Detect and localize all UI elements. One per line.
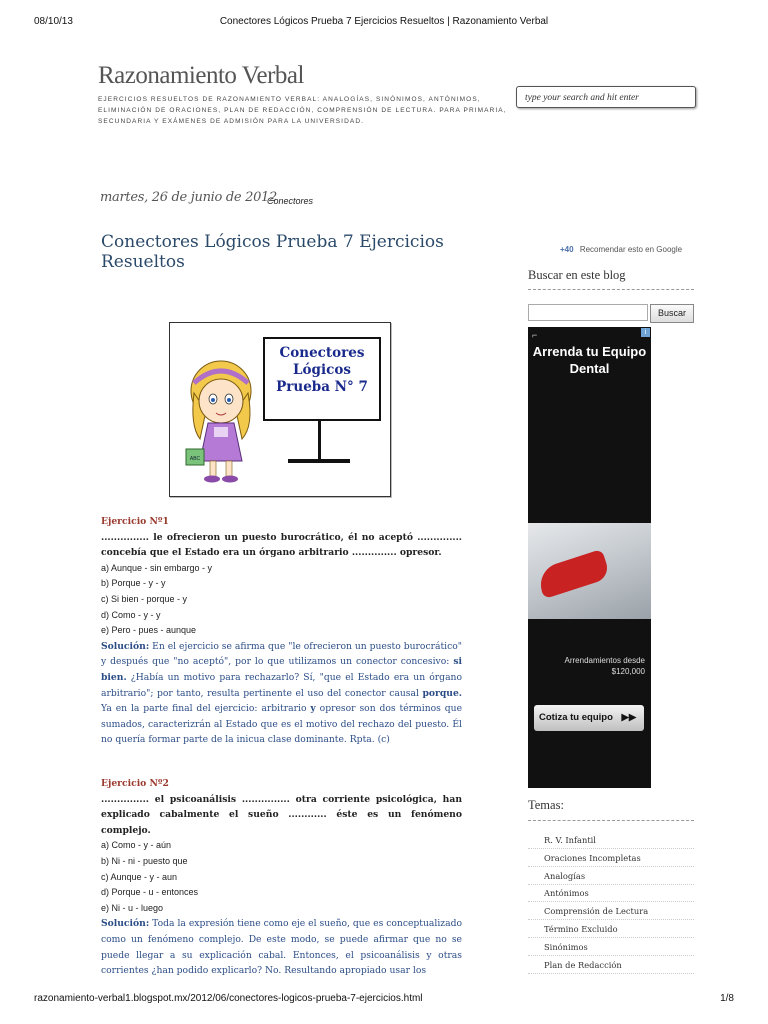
print-url: razonamiento-verbal1.blogspot.mx/2012/06/conectores-logicos-prueba-7-ejercicios.html xyxy=(34,993,423,1004)
option: c) Aunque - y - aun xyxy=(101,871,178,882)
ad-cta-button[interactable] xyxy=(534,705,644,731)
print-page-number: 1/8 xyxy=(720,993,734,1004)
whiteboard-text xyxy=(265,345,379,396)
topic-link[interactable]: Comprensión de Lectura xyxy=(544,906,648,924)
board-line-3: Prueba N° 7 xyxy=(276,379,368,395)
ad-logo-icon: ⌐ xyxy=(532,330,538,340)
ad-title[interactable]: Arrenda tu Equipo Dental xyxy=(532,344,647,376)
exercise-2 xyxy=(101,776,462,976)
whiteboard-stand xyxy=(318,419,321,459)
solution-text: Ya en la parte final del ejercicio: arbitrario xyxy=(101,703,311,715)
google-plus-one[interactable] xyxy=(560,245,682,254)
solution-text: opresor son dos términos que sumados, caracterizrán al Estado que es el motivo del rechazo del puesto. Él no quería formar parte de la inicua clase dominante. Rpta. (c) xyxy=(101,703,463,746)
ad-cta-label: Cotiza tu equipo xyxy=(539,712,613,723)
divider xyxy=(528,289,694,290)
option: c) Si bien - porque - y xyxy=(101,593,188,604)
option: d) Como - y - y xyxy=(101,609,161,620)
topic-link[interactable]: Antónimos xyxy=(544,888,648,906)
solution-text: En el ejercicio se afirma que "le ofrecieron un puesto burocrático" y después que "no aceptó", por lo que utilizamos un conector concesivo: xyxy=(101,640,462,668)
ad-price xyxy=(565,655,646,677)
ad-choices-icon[interactable]: i xyxy=(641,328,650,337)
post-label-link[interactable]: Conectores xyxy=(267,196,314,206)
exercise-options xyxy=(101,561,462,639)
option: e) Pero - pues - aunque xyxy=(101,625,197,636)
whiteboard xyxy=(263,337,381,421)
recommend-text[interactable]: Recomendar esto en Google xyxy=(579,245,683,254)
top-search-box[interactable] xyxy=(516,86,696,108)
solution-text: ¿Había un motivo para rechazarlo? Sí, "que el Estado era un órgano arbitrario"; por tanto, resulta pertinente el uso del conector causal xyxy=(101,671,462,699)
option: a) Aunque - sin embargo - y xyxy=(101,562,213,573)
topics-heading: Temas: xyxy=(528,798,564,812)
option: b) Porque - y - y xyxy=(101,578,166,589)
ad-price-label: Arrendamientos desde xyxy=(564,656,645,665)
print-date: 08/10/13 xyxy=(34,16,73,27)
solution-keyword: y xyxy=(310,703,316,715)
topic-link[interactable]: R. V. Infantil xyxy=(544,835,648,853)
solution-label: Solución: xyxy=(101,918,150,930)
top-search-input[interactable] xyxy=(523,92,695,104)
post-illustration xyxy=(169,322,391,497)
exercise-1 xyxy=(101,514,462,748)
exercise-options xyxy=(101,838,462,916)
blog-search-input[interactable] xyxy=(528,304,648,321)
exercise-heading: Ejercicio Nº1 xyxy=(101,516,169,527)
dental-ad[interactable] xyxy=(528,327,651,788)
board-line-2: Lógicos xyxy=(293,362,351,378)
print-title: Conectores Lógicos Prueba 7 Ejercicios Resueltos | Razonamiento Verbal xyxy=(219,16,549,27)
divider xyxy=(528,820,694,821)
solution-label: Solución: xyxy=(101,640,150,652)
girl-illustration xyxy=(176,331,266,491)
exercise-solution xyxy=(101,916,462,976)
board-line-1: Conectores xyxy=(279,345,365,361)
topic-link[interactable]: Sinónimos xyxy=(544,942,648,960)
blog-description: EJERCICIOS RESUELTOS DE RAZONAMIENTO VERBAL: ANALOGÍAS, SINÓNIMOS, ANTÓNIMOS, ELIMINACIÓN DE ORACIONES, PLAN DE REDACCIÓN, COMPRENSIÓN DE LECTURA. PARA PRIMARIA, SECUNDARIA Y EXÁMENES DE ADMISIÓN PARA LA UNIVERSIDAD. xyxy=(98,96,507,125)
topic-link[interactable]: Plan de Redacción xyxy=(544,960,648,978)
topic-link[interactable]: Oraciones Incompletas xyxy=(544,853,648,871)
post-title[interactable]: Conectores Lógicos Prueba 7 Ejercicios Resueltos xyxy=(101,232,444,272)
topics-list xyxy=(544,835,648,977)
exercise-question: ............... el psicoanálisis ............... otra corriente psicológica, han explicado cabalmente el sueño ............ éste es un fenómeno complejo. xyxy=(101,793,462,836)
solution-keyword: porque. xyxy=(422,687,462,699)
bag-label: ABC xyxy=(189,456,201,462)
topic-link[interactable]: Analogías xyxy=(544,871,648,889)
exercise-heading: Ejercicio Nº2 xyxy=(101,778,169,789)
option: d) Porque - u - entonces xyxy=(101,887,199,898)
solution-text: Toda la expresión tiene como eje el sueño, que es conceptualizado como un fenómeno complejo. De este modo, se puede afirmar que no se puede llegar a su explicación cabal. Entonces, el psicoanálisis y otras corrientes ¿han podido explicarlo? No. Resultando apropiado usar los xyxy=(101,918,462,976)
option: e) Ni - u - luego xyxy=(101,902,164,913)
blog-title[interactable]: Razonamiento Verbal xyxy=(98,62,304,89)
ad-price-value: $120,000 xyxy=(611,667,645,676)
double-arrow-icon: ▶▶ xyxy=(621,712,637,723)
post-date: martes, 26 de junio de 2012 xyxy=(100,190,277,205)
topic-link[interactable]: Término Excluido xyxy=(544,924,648,942)
solution-keyword: si bien. xyxy=(101,656,462,683)
blog-search-button[interactable]: Buscar xyxy=(650,304,694,323)
whiteboard-base xyxy=(288,459,350,463)
option: b) Ni - ni - puesto que xyxy=(101,855,188,866)
search-blog-heading: Buscar en este blog xyxy=(528,268,626,282)
exercise-question: ............... le ofrecieron un puesto burocrático, él no aceptó .............. concebía que el Estado era un órgano arbitrario .............. opresor. xyxy=(101,531,462,559)
exercise-solution xyxy=(101,639,462,748)
option: a) Como - y - aún xyxy=(101,840,172,851)
plus-one-count[interactable]: +40 xyxy=(560,245,574,254)
